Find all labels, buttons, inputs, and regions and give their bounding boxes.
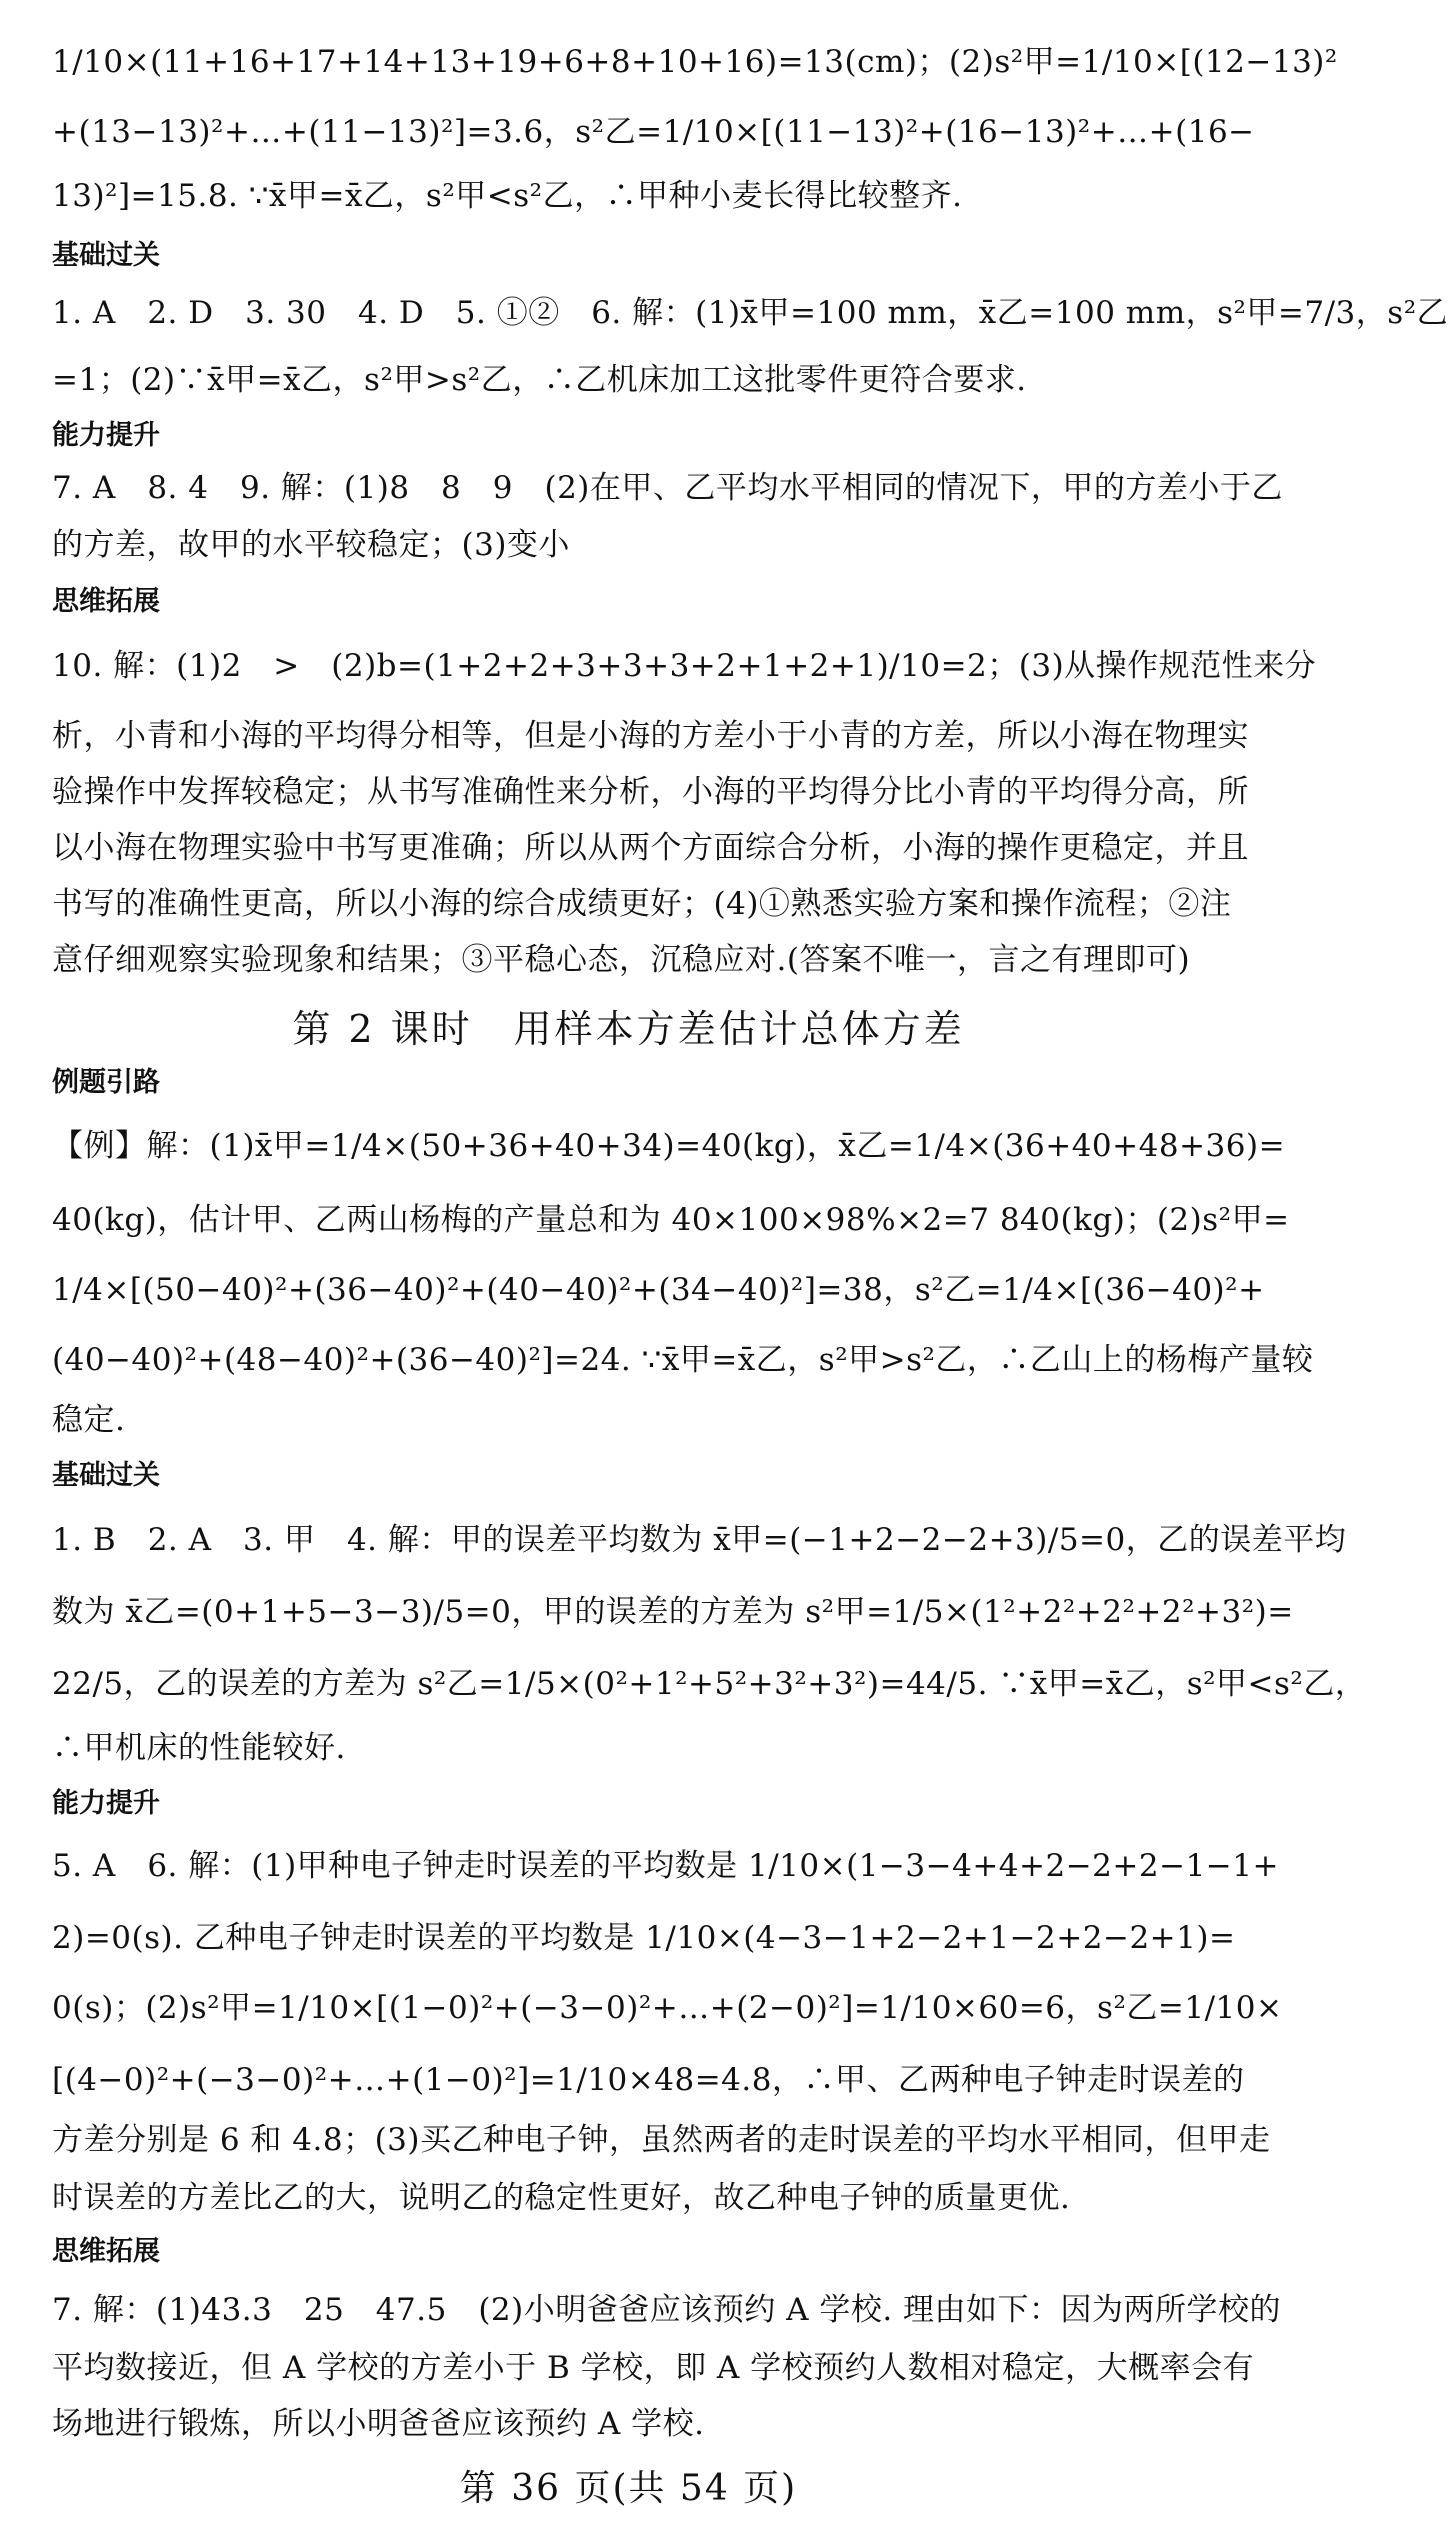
section-heading: 基础过关 (52, 240, 160, 271)
text-line: 2)=0(s). 乙种电子钟走时误差的平均数是 1/10×(4−3−1+2−2+1−2+2−2+1)= (52, 1920, 1236, 1956)
text-line: 以小海在物理实验中书写更准确；所以从两个方面综合分析，小海的操作更稳定，并且 (52, 830, 1249, 866)
text-line: +(13−13)²+…+(11−13)²]=3.6，s²乙=1/10×[(11−13)²+(16−13)²+…+(16− (52, 114, 1255, 150)
text-line: 1/4×[(50−40)²+(36−40)²+(40−40)²+(34−40)²]=38，s²乙=1/4×[(36−40)²+ (52, 1272, 1265, 1308)
section-heading: 能力提升 (52, 1788, 160, 1819)
text-line: 验操作中发挥较稳定；从书写准确性来分析，小海的平均得分比小青的平均得分高，所 (52, 774, 1249, 810)
page-footer: 第 36 页(共 54 页) (459, 2468, 798, 2509)
text-line: 5. A 6. 解：(1)甲种电子钟走时误差的平均数是 1/10×(1−3−4+4+2−2+2−1−1+ (52, 1848, 1279, 1884)
text-line: 析，小青和小海的平均得分相等，但是小海的方差小于小青的方差，所以小海在物理实 (52, 718, 1249, 754)
lesson-title: 第 2 课时 用样本方差估计总体方差 (292, 1007, 965, 1051)
text-line: 7. 解：(1)43.3 25 47.5 (2)小明爸爸应该预约 A 学校. 理由如下：因为两所学校的 (52, 2292, 1282, 2328)
text-line: 1/10×(11+16+17+14+13+19+6+8+10+16)=13(cm)；(2)s²甲=1/10×[(12−13)² (52, 44, 1338, 80)
text-line: [(4−0)²+(−3−0)²+…+(1−0)²]=1/10×48=4.8，∴甲、乙两种电子钟走时误差的 (52, 2062, 1245, 2098)
text-line: 数为 x̄乙=(0+1+5−3−3)/5=0，甲的误差的方差为 s²甲=1/5×(1²+2²+2²+2²+3²)= (52, 1594, 1294, 1630)
text-line: 场地进行锻炼，所以小明爸爸应该预约 A 学校. (52, 2406, 705, 2442)
text-line: 的方差，故甲的水平较稳定；(3)变小 (52, 527, 570, 563)
section-heading: 思维拓展 (52, 586, 160, 617)
text-line: 13)²]=15.8. ∵x̄甲=x̄乙，s²甲<s²乙，∴甲种小麦长得比较整齐. (52, 178, 963, 214)
text-line: 1. B 2. A 3. 甲 4. 解：甲的误差平均数为 x̄甲=(−1+2−2−2+3)/5=0，乙的误差平均 (52, 1522, 1347, 1558)
text-line: 稳定. (52, 1402, 126, 1438)
text-line: 意仔细观察实验现象和结果；③平稳心态，沉稳应对.(答案不唯一，言之有理即可) (52, 942, 1191, 978)
text-line: ∴甲机床的性能较好. (52, 1730, 346, 1766)
section-heading: 能力提升 (52, 420, 160, 451)
text-line: 40(kg)，估计甲、乙两山杨梅的产量总和为 40×100×98%×2=7 840(kg)；(2)s²甲= (52, 1202, 1290, 1238)
text-line: =1；(2)∵x̄甲=x̄乙，s²甲>s²乙，∴乙机床加工这批零件更符合要求. (52, 362, 1027, 398)
text-line: 7. A 8. 4 9. 解：(1)8 8 9 (2)在甲、乙平均水平相同的情况下，甲的方差小于乙 (52, 470, 1283, 506)
text-line: 时误差的方差比乙的大，说明乙的稳定性更好，故乙种电子钟的质量更优. (52, 2180, 1071, 2216)
section-heading: 基础过关 (52, 1460, 160, 1491)
section-heading: 例题引路 (52, 1067, 160, 1098)
text-line: 书写的准确性更高，所以小海的综合成绩更好；(4)①熟悉实验方案和操作流程；②注 (52, 886, 1232, 922)
text-line: 0(s)；(2)s²甲=1/10×[(1−0)²+(−3−0)²+…+(2−0)²]=1/10×60=6，s²乙=1/10× (52, 1990, 1283, 2026)
text-line: 1. A 2. D 3. 30 4. D 5. ①② 6. 解：(1)x̄甲=100 mm，x̄乙=100 mm，s²甲=7/3，s²乙 (52, 295, 1448, 331)
text-line: 10. 解：(1)2 > (2)b=(1+2+2+3+3+3+2+1+2+1)/10=2；(3)从操作规范性来分 (52, 648, 1317, 684)
text-line: 22/5，乙的误差的方差为 s²乙=1/5×(0²+1²+5²+3²+3²)=44/5. ∵x̄甲=x̄乙，s²甲<s²乙， (52, 1666, 1367, 1702)
text-line: (40−40)²+(48−40)²+(36−40)²]=24. ∵x̄甲=x̄乙，s²甲>s²乙，∴乙山上的杨梅产量较 (52, 1342, 1314, 1378)
section-heading: 思维拓展 (52, 2236, 160, 2267)
text-line: 方差分别是 6 和 4.8；(3)买乙种电子钟，虽然两者的走时误差的平均水平相同，但甲走 (52, 2122, 1271, 2158)
text-line: 【例】解：(1)x̄甲=1/4×(50+36+40+34)=40(kg)，x̄乙=1/4×(36+40+48+36)= (52, 1128, 1286, 1164)
text-line: 平均数接近，但 A 学校的方差小于 B 学校，即 A 学校预约人数相对稳定，大概率会有 (52, 2350, 1255, 2386)
